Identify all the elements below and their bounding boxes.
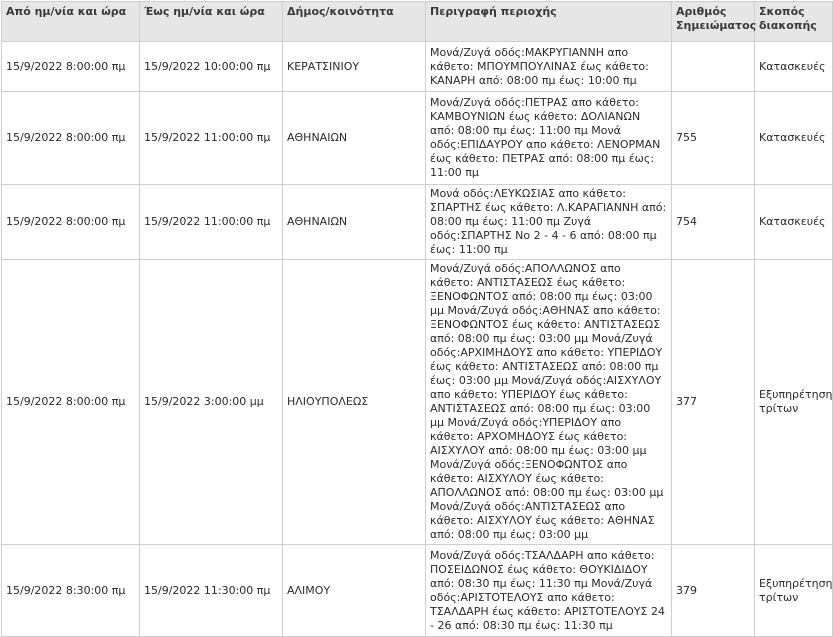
cell-to: 15/9/2022 10:00:00 πμ <box>140 42 283 92</box>
cell-purpose: Κατασκευές <box>755 42 833 92</box>
col-header-municipality: Δήμος/κοινότητα <box>283 2 426 42</box>
table-row <box>2 260 833 545</box>
cell-to: 15/9/2022 11:30:00 πμ <box>140 545 283 637</box>
cell-from: 15/9/2022 8:30:00 πμ <box>2 545 140 637</box>
cell-note-number: 754 <box>672 185 755 260</box>
table-row <box>2 42 833 92</box>
cell-municipality: ΑΘΗΝΑΙΩΝ <box>283 185 426 260</box>
table-row <box>2 185 833 260</box>
cell-to: 15/9/2022 11:00:00 πμ <box>140 92 283 185</box>
header-row <box>2 2 833 42</box>
cell-purpose: Εξυπηρέτηση τρίτων <box>755 545 833 637</box>
col-header-purpose: Σκοπός διακοπής <box>755 2 833 42</box>
cell-municipality: ΑΘΗΝΑΙΩΝ <box>283 92 426 185</box>
cell-from: 15/9/2022 8:00:00 πμ <box>2 185 140 260</box>
cell-purpose: Εξυπηρέτηση τρίτων <box>755 260 833 545</box>
cell-description: Μονά/Ζυγά οδός:ΑΠΟΛΛΩΝΟΣ απο κάθετο: ΑΝΤΙΣΤΑΣΕΩΣ έως κάθετο: ΞΕΝΟΦΩΝΤΟΣ από: 08:00 πμ έως: 03:00 μμ Μονά/Ζυγά οδός:ΑΘΗΝΑΣ απο κάθετο: ΞΕΝΟΦΩΝΤΟΣ έως κάθετο: ΑΝΤΙΣΤΑΣΕΩΣ από: 08:00 πμ έως: 03:00 μμ Μονά/Ζυγά οδός:ΑΡΧΙΜΗΔΟΥΣ απο κάθετο: ΥΠΕΡΙΔΟΥ έως κάθετο: ΑΝΤΙΣΤΑΣΕΩΣ από: 08:00 πμ έως: 03:00 μμ Μονά/Ζυγά οδός:ΑΙΣΧΥΛΟΥ απο κάθετο: ΥΠΕΡΙΔΟΥ έως κάθετο: ΑΝΤΙΣΤΑΣΕΩΣ από: 08:00 πμ έως: 03:00 μμ Μονά/Ζυγά οδός:ΥΠΕΡΙΔΟΥ απο κάθετο: ΑΡΧΟΜΗΔΟΥΣ έως κάθετο: ΑΙΣΧΥΛΟΥ από: 08:00 πμ έως: 03:00 μμ Μονά/Ζυγά οδός:ΞΕΝΟΦΩΝΤΟΣ απο κάθετο: ΑΙΣΧΥΛΟΥ έως κάθετο: ΑΠΟΛΛΩΝΟΣ από: 08:00 πμ έως: 03:00 μμ Μονά/Ζυγά οδός:ΑΝΤΙΣΤΑΣΕΩΣ απο κάθετο: ΑΙΣΧΥΛΟΥ έως κάθετο: ΑΘΗΝΑΣ από: 08:00 πμ έως: 03:00 μμ <box>426 260 672 545</box>
col-header-to: Έως ημ/νία και ώρα <box>140 2 283 42</box>
col-header-note-number: Αριθμός Σημειώματος <box>672 2 755 42</box>
cell-description: Μονά/Ζυγά οδός:ΠΕΤΡΑΣ απο κάθετο: ΚΑΜΒΟΥΝΙΩΝ έως κάθετο: ΔΟΛΙΑΝΩΝ από: 08:00 πμ έως: 11:00 πμ Μονά οδός:ΕΠΙΔΑΥΡΟΥ απο κάθετο: ΛΕΝΟΡΜΑΝ έως κάθετο: ΠΕΤΡΑΣ από: 08:00 πμ έως: 11:00 πμ <box>426 92 672 185</box>
cell-from: 15/9/2022 8:00:00 πμ <box>2 92 140 185</box>
cell-from: 15/9/2022 8:00:00 πμ <box>2 260 140 545</box>
table-row <box>2 92 833 185</box>
cell-note-number: 379 <box>672 545 755 637</box>
cell-note-number <box>672 42 755 92</box>
cell-municipality: ΚΕΡΑΤΣΙΝΙΟΥ <box>283 42 426 92</box>
cell-municipality: ΗΛΙΟΥΠΟΛΕΩΣ <box>283 260 426 545</box>
cell-note-number: 377 <box>672 260 755 545</box>
cell-description: Μονά/Ζυγά οδός:ΤΣΑΛΔΑΡΗ απο κάθετο: ΠΟΣΕΙΔΩΝΟΣ έως κάθετο: ΘΟΥΚΙΔΙΔΟΥ από: 08:30 πμ έως: 11:30 πμ Μονά/Ζυγά οδός:ΑΡΙΣΤΟΤΕΛΟΥΣ απο κάθετο: ΤΣΑΛΔΑΡΗ έως κάθετο: ΑΡΙΣΤΟΤΕΛΟΥΣ 24 - 26 από: 08:30 πμ έως: 11:30 πμ <box>426 545 672 637</box>
outage-table <box>1 1 833 637</box>
table-row <box>2 545 833 637</box>
cell-description: Μονά οδός:ΛΕΥΚΩΣΙΑΣ απο κάθετο: ΣΠΑΡΤΗΣ έως κάθετο: Λ.ΚΑΡΑΓΙΑΝΝΗ από: 08:00 πμ έως: 11:00 πμ Ζυγά οδός:ΣΠΑΡΤΗΣ Νο 2 - 4 - 6 από: 08:00 πμ έως: 11:00 πμ <box>426 185 672 260</box>
col-header-from: Από ημ/νία και ώρα <box>2 2 140 42</box>
cell-description: Μονά/Ζυγά οδός:ΜΑΚΡΥΓΙΑΝΝΗ απο κάθετο: ΜΠΟΥΜΠΟΥΛΙΝΑΣ έως κάθετο: ΚΑΝΑΡΗ από: 08:00 πμ έως: 10:00 πμ <box>426 42 672 92</box>
cell-to: 15/9/2022 11:00:00 πμ <box>140 185 283 260</box>
table-body <box>2 42 833 637</box>
cell-purpose: Κατασκευές <box>755 185 833 260</box>
cell-purpose: Κατασκευές <box>755 92 833 185</box>
table-header <box>2 2 833 42</box>
col-header-description: Περιγραφή περιοχής <box>426 2 672 42</box>
cell-to: 15/9/2022 3:00:00 μμ <box>140 260 283 545</box>
cell-note-number: 755 <box>672 92 755 185</box>
cell-municipality: ΑΛΙΜΟΥ <box>283 545 426 637</box>
cell-from: 15/9/2022 8:00:00 πμ <box>2 42 140 92</box>
